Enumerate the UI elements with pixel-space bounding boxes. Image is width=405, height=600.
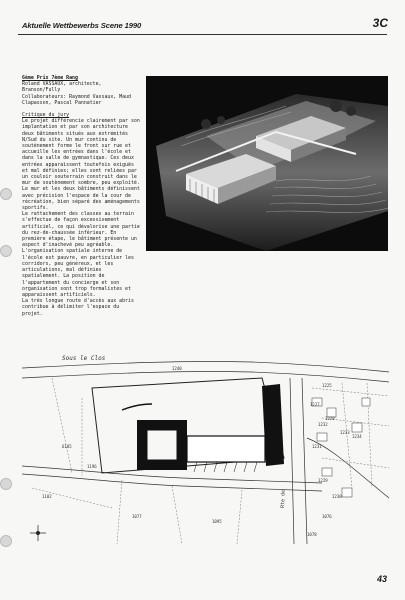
parcel-label: 1196: [87, 464, 97, 469]
parcel-label: 1231: [312, 444, 322, 449]
parcel-label: 1230: [332, 494, 342, 499]
parcel-label: 1095: [212, 519, 222, 524]
entry-text-column: [22, 75, 142, 317]
magazine-title: Aktuelle Wettbewerbs Scene 1990: [22, 21, 142, 30]
parcel-label: 1078: [307, 532, 317, 537]
street-label: Sous le Clos: [62, 355, 106, 362]
site-plan: [22, 338, 389, 544]
parcel-label: 1225: [322, 383, 332, 388]
section-code: 3C: [372, 16, 388, 30]
binder-hole: [0, 188, 12, 200]
binder-hole: [0, 245, 12, 257]
critique-text: Le projet différencie clairement par son implantation et par son architecture deux bâtiments situés aux extrémités N/Sud du site. Un mur continu de soutènement forme le front sur rue et accueille les entrées dans l'école et dans la salle de gymnastique. Ces deux entrées apparaissent toutefois exiguës et mal définies; elles sont reliées par un couloir souterrain construit dans le mur de soutènement sombre, peu exploité. Le mur et les deux bâtiments définissent avec précision l'espace de la cour de récréation, bien séparé des aménagements sportifs. Le rattachement des classes au terrain s'effectue de façon excessivement artificiel, ce qui dévalorise une partie du rez-de-chaussée inférieur. En première étape, le bâtiment présente un aspect d'inachevé peu agréable. L'organisation spatiale interne de l'école est pauvre, en particulier les corridors, peu généreux, et les articulations, mal définies spatialement. La position de l'appartement du concierge et son organisation sont trop formalistes et apparaissent artificiels. La très longue route d'accès aux abris contribue à délimiter l'espace du projet.: [22, 118, 140, 317]
author-credits: Roland VASSAUX, architecte, Branson/Fully Collaborateurs: Raymond Vassaux, Maud Clapasson, Pascal Pannatier: [22, 81, 131, 106]
header-rule: [18, 34, 387, 35]
critique-heading: Critique du jury: [22, 112, 70, 119]
road-label: Rte de: [280, 489, 287, 509]
parcel-label: 1076: [322, 514, 332, 519]
parcel-label: 1182: [42, 494, 52, 499]
binder-hole: [0, 478, 12, 490]
parcel-label: 1233: [340, 430, 350, 435]
model-photograph: [146, 76, 388, 251]
parcel-label: 1228: [325, 416, 335, 421]
parcel-label: 6185: [62, 444, 72, 449]
page-number: 43: [376, 574, 387, 584]
prize-rank: 6ème Prix 7ème Rang: [22, 75, 78, 81]
parcel-label: 1077: [132, 514, 142, 519]
parcel-label: 1232: [318, 422, 328, 427]
model-photo-drawing: [146, 76, 388, 251]
parcel-label: 1240: [172, 366, 182, 371]
site-plan-drawing: [22, 338, 389, 544]
binder-hole: [0, 535, 12, 547]
parcel-label: 1229: [318, 478, 328, 483]
parcel-label: 1227: [310, 402, 320, 407]
parcel-label: 1234: [352, 434, 362, 439]
